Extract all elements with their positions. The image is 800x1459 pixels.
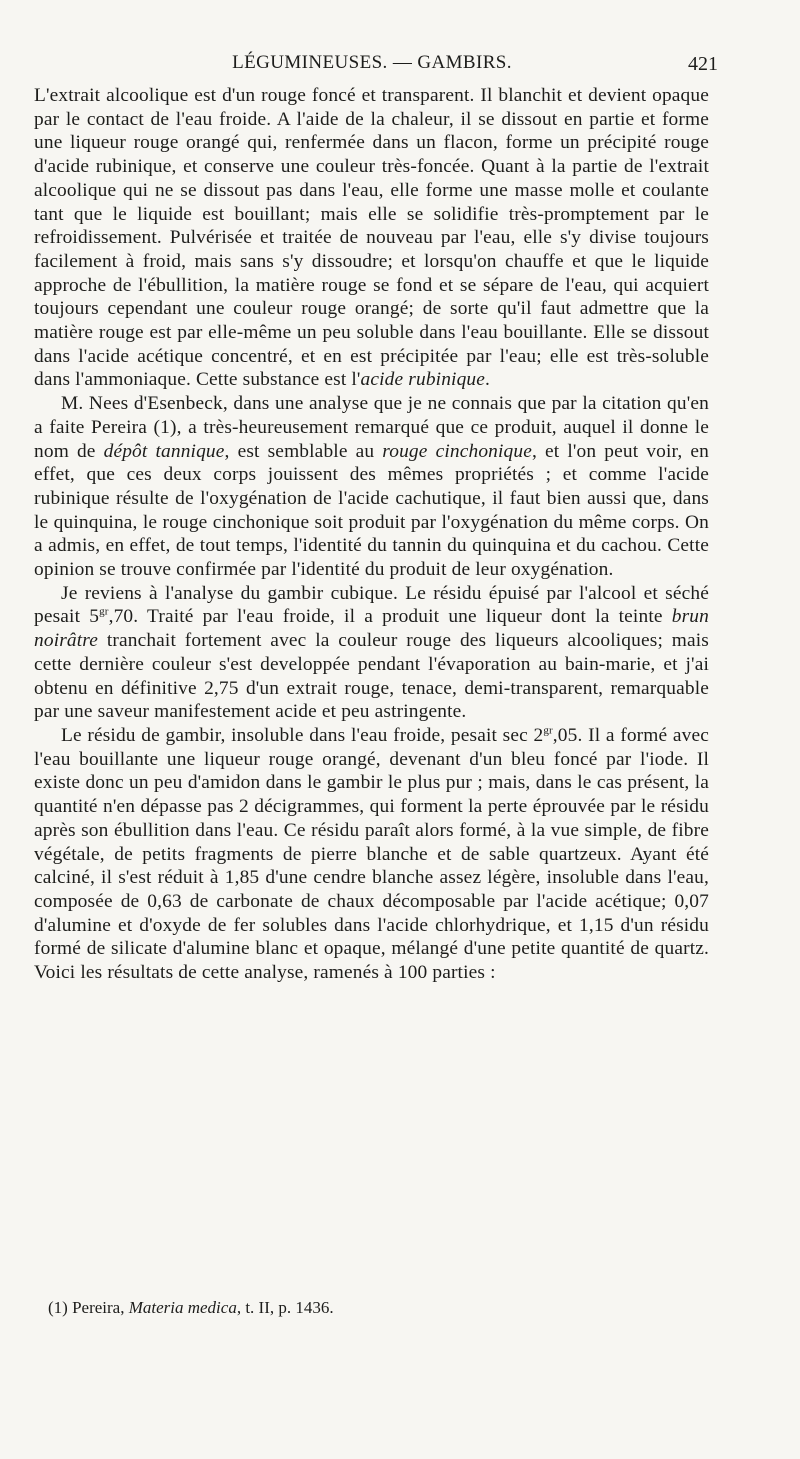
paragraph-3 — [34, 582, 709, 724]
paragraph-text-run: Je reviens à l'analyse du gambir cubique. Le résidu épuisé par l'alcool et séché pesait 5 — [34, 582, 709, 628]
paragraph-text-run: ,05. Il a formé avec l'eau bouillante une liqueur rouge orangé, devenant d'un bleu foncé par l'iode. Il existe donc un peu d'amidon dans le gambir le plus pur ; mais, dans le cas présent, la quantité n'en dépasse pas 2 décigrammes, qui forment la perte éprouvée par le résidu après son ébullition dans l'eau. Ce résidu paraît alors formé, à la vue simple, de fibre végétale, de petits fragments de pierre blanche et de sable quartzeux. Ayant été calciné, il s'est réduit à 1,85 d'une cendre blanche assez légère, insoluble dans l'eau, composée de 0,63 de carbonate de chaux décomposable par l'acide acétique; 0,07 d'alumine et d'oxyde de fer solubles dans l'acide chlorhydrique, et 1,15 d'un résidu formé de silicate d'alumine blanc et opaque, mélangé d'une petite quantité de quartz. Voici les résultats de cette analyse, ramenés à 100 parties : — [34, 724, 709, 984]
paragraph-text-run: . — [485, 369, 491, 391]
italic-term-acide-rubinique: acide rubinique — [360, 369, 486, 391]
main-text — [34, 84, 709, 985]
footnote — [48, 1297, 698, 1319]
paragraph-text-run: tranchait fortement avec la couleur rouge des liqueurs alcooliques; mais cette dernière couleur s'est developpée pendant l'évaporation au bain-marie, et j'ai obtenu en définitive 2,75 d'un extrait rouge, tenace, demi-transparent, remarquable par une saveur manifestement acide et peu astringente. — [34, 630, 709, 723]
footnote-text-run: , t. II, p. 1436. — [236, 1298, 334, 1317]
paragraph-4 — [34, 724, 709, 985]
paragraph-text-run: L'extrait alcoolique est d'un rouge foncé et transparent. Il blanchit et devient opaque par le contact de l'eau froide. A l'aide de la chaleur, il se dissout en partie et forme une liqueur rouge orangé qui, renfermée dans un flacon, forme un précipité rouge d'acide rubinique, et conserve une couleur très-foncée. Quant à la partie de l'extrait alcoolique qui ne se dissout pas dans l'eau, elle forme une masse molle et coulante tant que le liquide est bouillant; mais elle se solidifie très-promptement par le refroidissement. Pulvérisée et traitée de nouveau par l'eau, elle s'y divise toujours facilement à froid, mais sans s'y dissoudre; et lorsqu'on chauffe et que le liquide approche de l'ébullition, la matière rouge se fond et se sépare de l'eau, qui acquiert toujours cependant une couleur rouge orangé; de sorte qu'il faut admettre que la matière rouge est par elle-même un peu soluble dans l'eau bouillante. Elle se dissout dans l'acide acétique concentré, et en est précipitée par l'eau; elle est très-soluble dans l'ammoniaque. Cette substance est l' — [34, 85, 709, 391]
page-header — [34, 50, 718, 80]
page-number: 421 — [688, 53, 718, 75]
paragraph-text-run: ,70. Traité par l'eau froide, il a produit une liqueur dont la teinte — [108, 606, 672, 628]
paragraph-text-run: , et l'on peut voir, en effet, que ces deux corps jouissent des mêmes propriétés ; et comme l'acide rubinique résulte de l'oxygénation de l'acide cachutique, il faut bien aussi que, dans le quinquina, le rouge cinchonique soit produit par l'oxygénation du même corps. On a admis, en effet, de tout temps, l'identité du tannin du quinquina et du cachou. Cette opinion se trouve confirmée par l'identité du produit de leur oxygénation. — [34, 440, 710, 581]
italic-term-rouge-cinchonique: rouge cinchonique — [382, 440, 532, 462]
paragraph-text-run: , est semblable au — [224, 440, 383, 462]
footnote-title-italic: Materia medica — [128, 1298, 237, 1317]
footnote-text-run: (1) Pereira, — [48, 1298, 129, 1317]
paragraph-text-run: Le résidu de gambir, insoluble dans l'eau froide, pesait sec 2 — [61, 724, 544, 746]
paragraph-1 — [34, 84, 709, 392]
gram-abbreviation: gr — [99, 606, 109, 618]
italic-term-brun-noiratre: brun noirâtre — [34, 606, 709, 652]
paragraph-2 — [34, 392, 709, 582]
running-title: LÉGUMINEUSES. — GAMBIRS. — [232, 52, 512, 73]
italic-term-depot-tannique: dépôt tannique — [103, 440, 225, 462]
gram-abbreviation: gr — [543, 724, 553, 737]
paragraph-text-run: M. Nees d'Esenbeck, dans une analyse que je ne connais que par la citation qu'en a faite Pereira (1), a très-heureusement remarqué que ce produit, auquel il donne le nom de — [34, 393, 709, 462]
